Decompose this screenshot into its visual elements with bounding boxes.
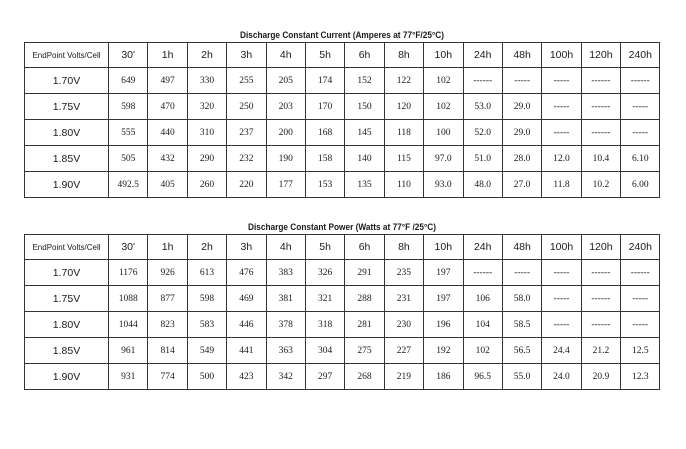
- table-cell: 432: [148, 146, 187, 172]
- table-cell: 168: [305, 120, 344, 146]
- table-cell: 649: [109, 68, 148, 94]
- column-header: 120h: [581, 43, 620, 68]
- table-cell: 321: [305, 286, 344, 312]
- table-row: [25, 364, 660, 390]
- table-cell: 291: [345, 260, 384, 286]
- table-cell: 423: [227, 364, 266, 390]
- table-cell: 288: [345, 286, 384, 312]
- table-cell: 926: [148, 260, 187, 286]
- table-cell: -----: [542, 312, 581, 338]
- table-cell: ------: [463, 260, 502, 286]
- table-cell: 24.4: [542, 338, 581, 364]
- column-header: 24h: [463, 235, 502, 260]
- table-cell: 235: [384, 260, 423, 286]
- table-cell: ------: [463, 68, 502, 94]
- column-header: 24h: [463, 43, 502, 68]
- table-cell: -----: [621, 120, 660, 146]
- column-header: 1h: [148, 235, 187, 260]
- table-row: [25, 172, 660, 198]
- row-label: 1.80V: [25, 312, 109, 338]
- table-cell: 220: [227, 172, 266, 198]
- table-cell: 613: [187, 260, 226, 286]
- document: [24, 28, 660, 390]
- table-cell: 102: [424, 94, 463, 120]
- table-cell: 6.10: [621, 146, 660, 172]
- column-header: 8h: [384, 43, 423, 68]
- table-cell: 275: [345, 338, 384, 364]
- table-cell: 227: [384, 338, 423, 364]
- table-cell: 145: [345, 120, 384, 146]
- table-cell: 97.0: [424, 146, 463, 172]
- column-header: 100h: [542, 235, 581, 260]
- table-cell: 197: [424, 260, 463, 286]
- table-cell: ------: [621, 260, 660, 286]
- table-cell: 814: [148, 338, 187, 364]
- table-cell: 823: [148, 312, 187, 338]
- column-header: 6h: [345, 43, 384, 68]
- table-cell: 505: [109, 146, 148, 172]
- table-cell: 150: [345, 94, 384, 120]
- table-cell: 192: [424, 338, 463, 364]
- table-cell: 231: [384, 286, 423, 312]
- row-label: 1.85V: [25, 338, 109, 364]
- column-header: 4h: [266, 43, 305, 68]
- row-label: 1.90V: [25, 172, 109, 198]
- table-cell: 268: [345, 364, 384, 390]
- table-cell: 549: [187, 338, 226, 364]
- table-cell: 102: [424, 68, 463, 94]
- table-cell: 203: [266, 94, 305, 120]
- table-cell: 170: [305, 94, 344, 120]
- row-label: 1.70V: [25, 68, 109, 94]
- table-cell: 197: [424, 286, 463, 312]
- table-cell: 476: [227, 260, 266, 286]
- table-cell: 96.5: [463, 364, 502, 390]
- table-cell: 205: [266, 68, 305, 94]
- table-cell: 381: [266, 286, 305, 312]
- table-cell: 598: [187, 286, 226, 312]
- table-cell: 102: [463, 338, 502, 364]
- table-cell: 363: [266, 338, 305, 364]
- table-cell: 555: [109, 120, 148, 146]
- table-cell: 140: [345, 146, 384, 172]
- table-cell: ------: [621, 68, 660, 94]
- table-cell: 237: [227, 120, 266, 146]
- table-cell: -----: [621, 94, 660, 120]
- table-cell: -----: [621, 312, 660, 338]
- table-row: [25, 94, 660, 120]
- table-cell: 441: [227, 338, 266, 364]
- table-cell: 446: [227, 312, 266, 338]
- power-table-title: Discharge Constant Power (Watts at 77°F /25°C): [247, 222, 437, 232]
- table-cell: 260: [187, 172, 226, 198]
- table-cell: 100: [424, 120, 463, 146]
- table-row: [25, 120, 660, 146]
- table-cell: 12.5: [621, 338, 660, 364]
- table-cell: 219: [384, 364, 423, 390]
- table-cell: -----: [502, 260, 541, 286]
- table-cell: 330: [187, 68, 226, 94]
- table-cell: -----: [542, 286, 581, 312]
- table-cell: 318: [305, 312, 344, 338]
- table-cell: 104: [463, 312, 502, 338]
- table-cell: 152: [345, 68, 384, 94]
- table-cell: 177: [266, 172, 305, 198]
- table-cell: 12.3: [621, 364, 660, 390]
- table-cell: 250: [227, 94, 266, 120]
- table-cell: -----: [542, 94, 581, 120]
- table-cell: -----: [502, 68, 541, 94]
- table-cell: 93.0: [424, 172, 463, 198]
- table-cell: 10.4: [581, 146, 620, 172]
- table-cell: 174: [305, 68, 344, 94]
- table-cell: 29.0: [502, 120, 541, 146]
- table-cell: 383: [266, 260, 305, 286]
- table-cell: 29.0: [502, 94, 541, 120]
- table-cell: ------: [581, 260, 620, 286]
- column-header: 5h: [305, 43, 344, 68]
- table-cell: 1176: [109, 260, 148, 286]
- table-cell: 58.0: [502, 286, 541, 312]
- table-row: [25, 338, 660, 364]
- table-cell: 120: [384, 94, 423, 120]
- table-cell: 106: [463, 286, 502, 312]
- table-cell: 153: [305, 172, 344, 198]
- table-row: [25, 286, 660, 312]
- table-cell: 320: [187, 94, 226, 120]
- column-header: 240h: [621, 43, 660, 68]
- table-cell: 190: [266, 146, 305, 172]
- table-cell: -----: [542, 68, 581, 94]
- table-cell: 10.2: [581, 172, 620, 198]
- table-cell: 200: [266, 120, 305, 146]
- table-cell: 1044: [109, 312, 148, 338]
- table-row: [25, 312, 660, 338]
- table-cell: -----: [542, 260, 581, 286]
- table-cell: 186: [424, 364, 463, 390]
- table-cell: ------: [581, 286, 620, 312]
- column-header: 120h: [581, 235, 620, 260]
- table-row: [25, 68, 660, 94]
- table-header-row: [25, 43, 660, 68]
- table-header-row: [25, 235, 660, 260]
- table-cell: 492.5: [109, 172, 148, 198]
- table-cell: 56.5: [502, 338, 541, 364]
- table-row: [25, 260, 660, 286]
- table-cell: 115: [384, 146, 423, 172]
- table-cell: 24.0: [542, 364, 581, 390]
- table-cell: 255: [227, 68, 266, 94]
- table-cell: 232: [227, 146, 266, 172]
- table-cell: 304: [305, 338, 344, 364]
- table-cell: ------: [581, 68, 620, 94]
- column-header: 3h: [227, 235, 266, 260]
- row-label: 1.75V: [25, 286, 109, 312]
- column-header: 5h: [305, 235, 344, 260]
- table-cell: 310: [187, 120, 226, 146]
- row-label: 1.75V: [25, 94, 109, 120]
- table-cell: 21.2: [581, 338, 620, 364]
- table-cell: 27.0: [502, 172, 541, 198]
- table-cell: 405: [148, 172, 187, 198]
- column-header: 6h: [345, 235, 384, 260]
- column-header: 8h: [384, 235, 423, 260]
- table-cell: 6.00: [621, 172, 660, 198]
- table-cell: 12.0: [542, 146, 581, 172]
- current-table-title: Discharge Constant Current (Amperes at 77°F/25°C): [239, 30, 445, 40]
- power-table: [24, 234, 660, 390]
- table-cell: 53.0: [463, 94, 502, 120]
- column-header: 2h: [187, 43, 226, 68]
- table-cell: 51.0: [463, 146, 502, 172]
- table-cell: ------: [581, 120, 620, 146]
- table-cell: ------: [581, 312, 620, 338]
- column-header: 2h: [187, 235, 226, 260]
- column-header: 240h: [621, 235, 660, 260]
- table-cell: 500: [187, 364, 226, 390]
- column-header: 10h: [424, 43, 463, 68]
- row-label: 1.70V: [25, 260, 109, 286]
- column-header: 10h: [424, 235, 463, 260]
- column-header: 30': [109, 235, 148, 260]
- table-cell: 598: [109, 94, 148, 120]
- table-cell: 1088: [109, 286, 148, 312]
- table-cell: 28.0: [502, 146, 541, 172]
- table-cell: 122: [384, 68, 423, 94]
- table-cell: 497: [148, 68, 187, 94]
- column-header: 48h: [502, 43, 541, 68]
- table-cell: 20.9: [581, 364, 620, 390]
- table-cell: 230: [384, 312, 423, 338]
- column-header: 4h: [266, 235, 305, 260]
- table-cell: 196: [424, 312, 463, 338]
- column-header-endpoint: EndPoint Volts/Cell: [25, 43, 109, 68]
- row-label: 1.85V: [25, 146, 109, 172]
- table-cell: -----: [621, 286, 660, 312]
- table-cell: 11.8: [542, 172, 581, 198]
- column-header: 30': [109, 43, 148, 68]
- table-cell: 58.5: [502, 312, 541, 338]
- row-label: 1.80V: [25, 120, 109, 146]
- table-cell: -----: [542, 120, 581, 146]
- table-cell: 55.0: [502, 364, 541, 390]
- table-cell: ------: [581, 94, 620, 120]
- table-cell: 470: [148, 94, 187, 120]
- table-cell: 378: [266, 312, 305, 338]
- table-cell: 297: [305, 364, 344, 390]
- table-cell: 877: [148, 286, 187, 312]
- column-header-endpoint: EndPoint Volts/Cell: [25, 235, 109, 260]
- table-cell: 290: [187, 146, 226, 172]
- table-cell: 48.0: [463, 172, 502, 198]
- table-cell: 583: [187, 312, 226, 338]
- table-cell: 774: [148, 364, 187, 390]
- column-header: 3h: [227, 43, 266, 68]
- table-row: [25, 146, 660, 172]
- table-cell: 52.0: [463, 120, 502, 146]
- row-label: 1.90V: [25, 364, 109, 390]
- table-cell: 281: [345, 312, 384, 338]
- table-cell: 158: [305, 146, 344, 172]
- table-cell: 931: [109, 364, 148, 390]
- table-cell: 135: [345, 172, 384, 198]
- table-cell: 110: [384, 172, 423, 198]
- column-header: 1h: [148, 43, 187, 68]
- column-header: 48h: [502, 235, 541, 260]
- table-cell: 440: [148, 120, 187, 146]
- column-header: 100h: [542, 43, 581, 68]
- table-cell: 961: [109, 338, 148, 364]
- table-cell: 326: [305, 260, 344, 286]
- table-cell: 118: [384, 120, 423, 146]
- current-table: [24, 42, 660, 198]
- table-cell: 469: [227, 286, 266, 312]
- table-cell: 342: [266, 364, 305, 390]
